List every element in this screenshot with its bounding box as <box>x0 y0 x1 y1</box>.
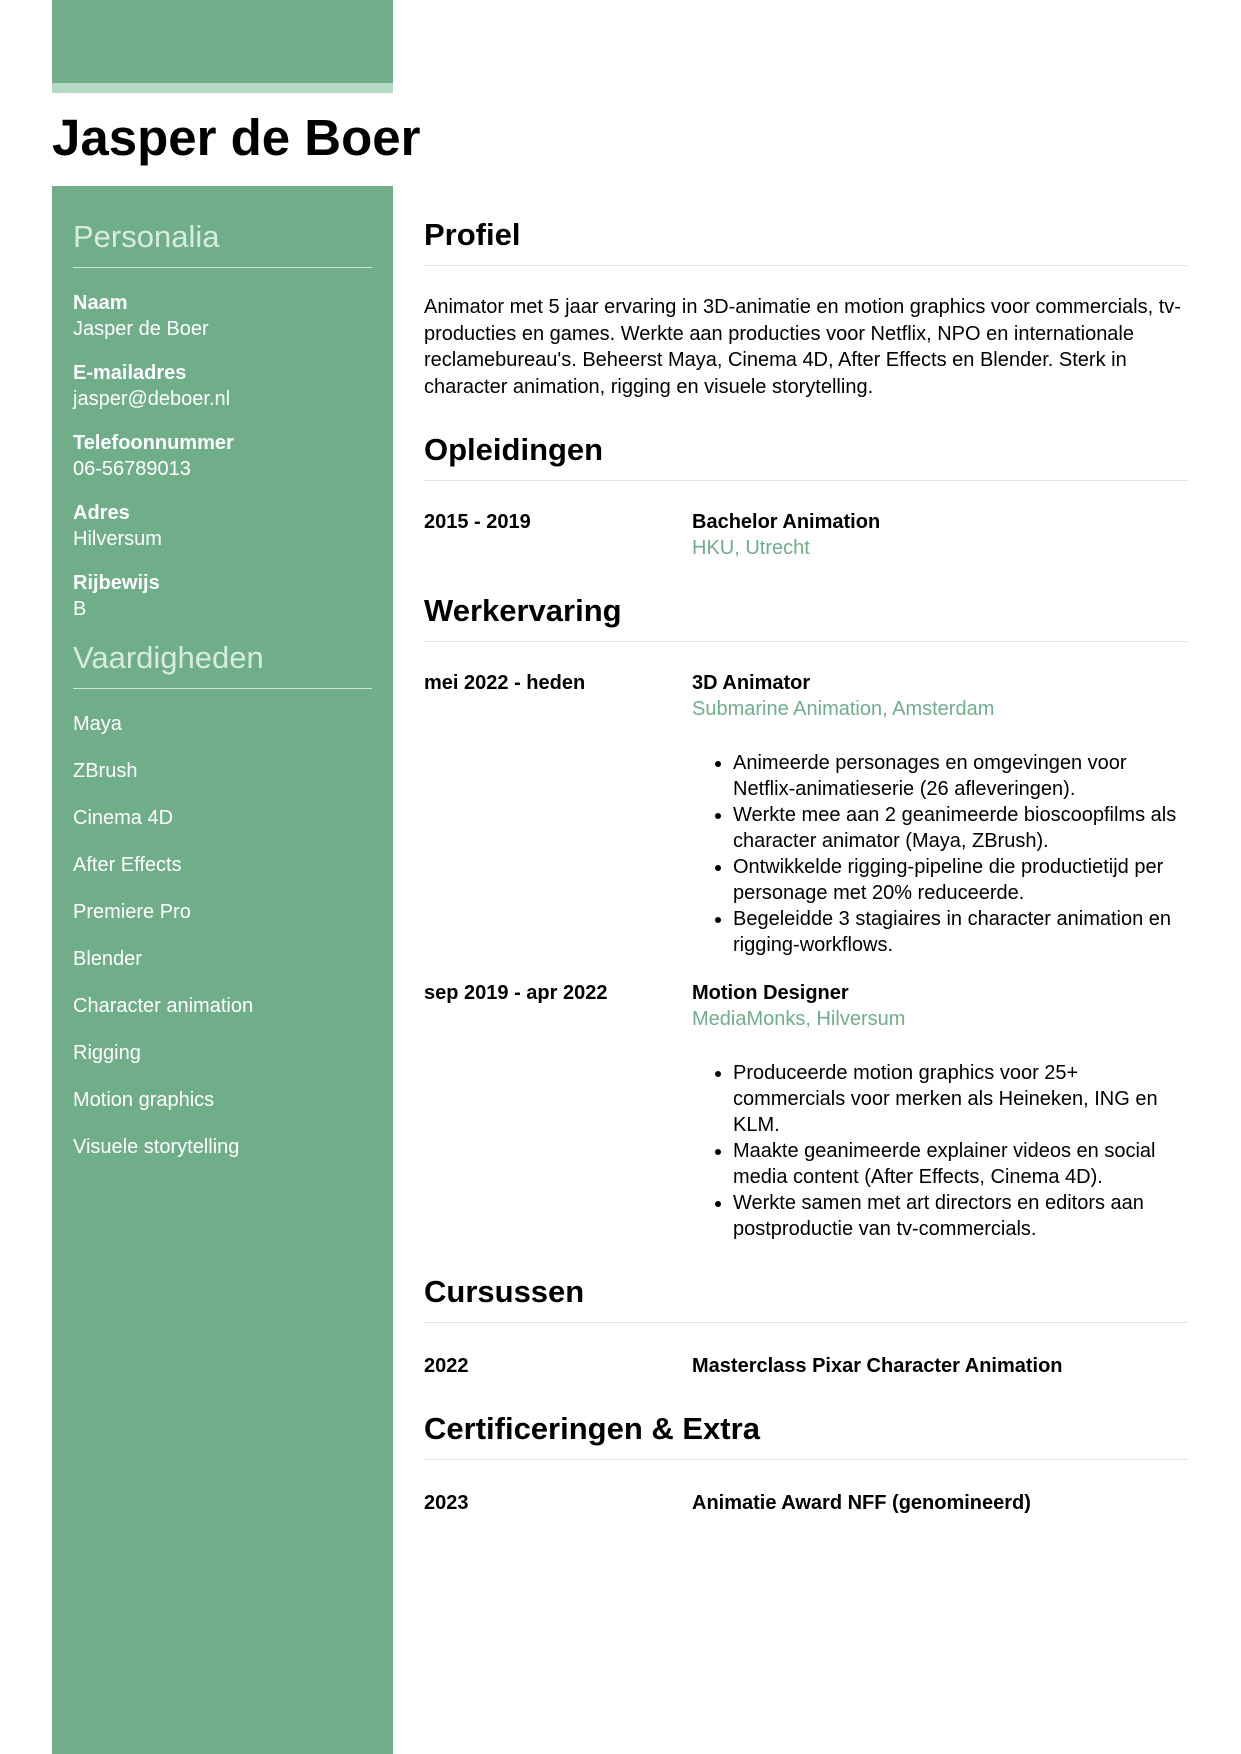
entry-org: Submarine Animation, Amsterdam <box>692 698 995 720</box>
education-section <box>424 430 1188 561</box>
entry-title: Bachelor Animation <box>692 511 881 533</box>
entry-body <box>692 509 1188 561</box>
skill-item: Rigging <box>73 1042 141 1064</box>
entry-date: 2022 <box>424 1355 469 1377</box>
info-address <box>73 500 372 552</box>
experience-entry <box>424 670 1188 958</box>
entry-body <box>692 1490 1188 1516</box>
skill-item: Character animation <box>73 995 254 1017</box>
entry-body <box>692 980 1188 1242</box>
personal-info-list <box>73 290 372 622</box>
bullet-item: • Werkte mee aan 2 geanimeerde bioscoopfilms als character animator (Maya, ZBrush). <box>733 802 1188 854</box>
skill-item: Visuele storytelling <box>73 1136 240 1158</box>
info-label: Rijbewijs <box>73 572 160 594</box>
entry-title: Animatie Award NFF (genomineerd) <box>692 1492 1031 1514</box>
skills-heading: Vaardigheden <box>73 640 372 689</box>
info-value: jasper@deboer.nl <box>73 388 231 410</box>
skill-item: Motion graphics <box>73 1089 215 1111</box>
skill-item: Premiere Pro <box>73 901 191 923</box>
skill-item: Blender <box>73 948 142 970</box>
education-entry <box>424 509 1188 561</box>
bullet-list <box>692 1060 1188 1242</box>
bullet-item: • Maakte geanimeerde explainer videos en social media content (After Effects, Cinema 4D). <box>733 1138 1188 1190</box>
bullet-item: • Produceerde motion graphics voor 25+ commercials voor merken als Heineken, ING en KLM. <box>733 1060 1188 1138</box>
section-heading: Werkervaring <box>424 591 1188 642</box>
info-value: 06-56789013 <box>73 458 191 480</box>
info-label: Adres <box>73 502 130 524</box>
info-name <box>73 290 372 342</box>
info-value: B <box>73 598 87 620</box>
entry-date: 2015 - 2019 <box>424 511 531 533</box>
profile-text: Animator met 5 jaar ervaring in 3D-animatie en motion graphics voor commercials, tv-producties en games. Werkte aan producties voor Netflix, NPO en internationale reclamebureau's. Beheerst Maya, Cinema 4D, After Effects en Blender. Sterk in character animation, rigging en visuele storytelling. <box>424 296 1181 398</box>
main-content <box>424 186 1188 1516</box>
section-heading: Certificeringen & Extra <box>424 1409 1188 1460</box>
entry-org: MediaMonks, Hilversum <box>692 1008 906 1030</box>
skills-list <box>73 711 372 1160</box>
info-email <box>73 360 372 412</box>
candidate-name: Jasper de Boer <box>52 109 421 166</box>
info-label: E-mailadres <box>73 362 187 384</box>
course-entry <box>424 1353 1188 1379</box>
info-label: Naam <box>73 292 128 314</box>
info-license <box>73 570 372 622</box>
entry-org: HKU, Utrecht <box>692 537 810 559</box>
personalia-heading: Personalia <box>73 219 372 268</box>
entry-date: 2023 <box>424 1492 469 1514</box>
experience-entry <box>424 980 1188 1242</box>
entry-title: Motion Designer <box>692 982 849 1004</box>
header-accent-stripe <box>52 83 393 93</box>
info-value: Hilversum <box>73 528 162 550</box>
section-heading: Opleidingen <box>424 430 1188 481</box>
bullet-item: • Animeerde personages en omgevingen voor Netflix-animatieserie (26 afleveringen). <box>733 750 1188 802</box>
skill-item: ZBrush <box>73 760 138 782</box>
skill-item: Maya <box>73 713 122 735</box>
entry-date: sep 2019 - apr 2022 <box>424 982 608 1004</box>
profile-section <box>424 215 1188 400</box>
entry-body <box>692 670 1188 958</box>
info-value: Jasper de Boer <box>73 318 209 340</box>
bullet-list <box>692 750 1188 958</box>
entry-body <box>692 1353 1188 1379</box>
bullet-item: • Begeleidde 3 stagiaires in character animation en rigging-workflows. <box>733 906 1188 958</box>
certification-entry <box>424 1490 1188 1516</box>
skill-item: After Effects <box>73 854 182 876</box>
header-color-block <box>52 0 393 83</box>
section-heading: Cursussen <box>424 1272 1188 1323</box>
certifications-section <box>424 1409 1188 1516</box>
section-heading: Profiel <box>424 215 1188 266</box>
sidebar <box>52 186 393 1754</box>
skill-item: Cinema 4D <box>73 807 174 829</box>
entry-title: Masterclass Pixar Character Animation <box>692 1355 1063 1377</box>
entry-date: mei 2022 - heden <box>424 672 586 694</box>
experience-section <box>424 591 1188 1242</box>
info-label: Telefoonnummer <box>73 432 234 454</box>
entry-title: 3D Animator <box>692 672 811 694</box>
bullet-item: • Ontwikkelde rigging-pipeline die productietijd per personage met 20% reduceerde. <box>733 854 1188 906</box>
courses-section <box>424 1272 1188 1379</box>
info-phone <box>73 430 372 482</box>
bullet-item: • Werkte samen met art directors en editors aan postproductie van tv-commercials. <box>733 1190 1188 1242</box>
